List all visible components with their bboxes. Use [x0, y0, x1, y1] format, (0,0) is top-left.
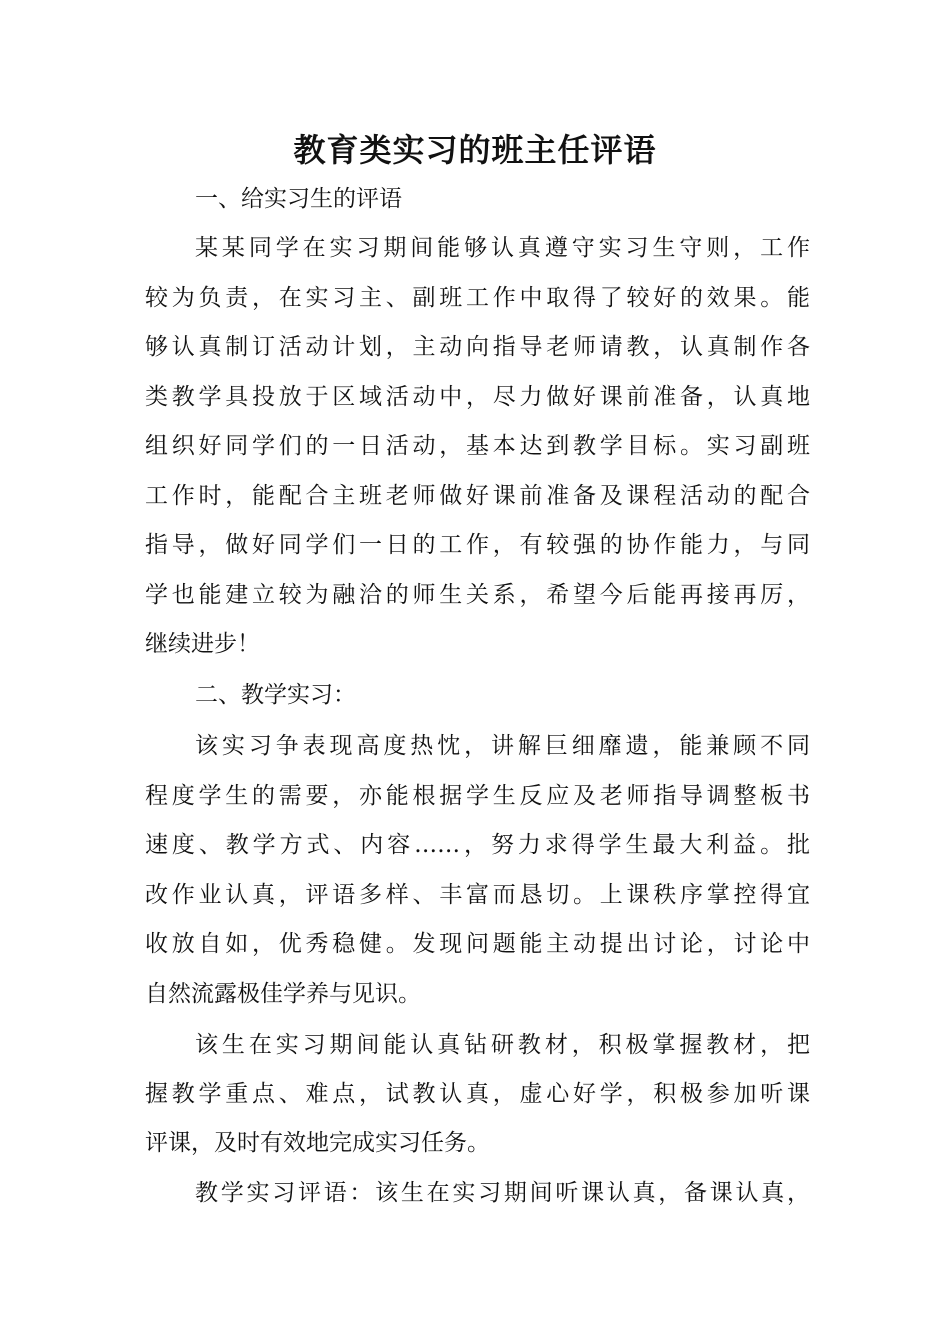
paragraph-line: 握教学重点、难点，试教认真，虚心好学，积极参加听课 — [145, 1081, 810, 1107]
paragraph-line: 评课，及时有效地完成实习任务。 — [145, 1130, 490, 1156]
paragraph-line: 组织好同学们的一日活动，基本达到教学目标。实习副班 — [145, 433, 810, 459]
paragraph-line: 速度、教学方式、内容……，努力求得学生最大利益。批 — [145, 832, 810, 858]
paragraph-line: 类教学具投放于区域活动中，尽力做好课前准备，认真地 — [145, 384, 810, 410]
paragraph-line: 程度学生的需要，亦能根据学生反应及老师指导调整板书 — [145, 783, 810, 809]
paragraph-line: 工作时，能配合主班老师做好课前准备及课程活动的配合 — [145, 483, 810, 509]
paragraph-line: 某某同学在实习期间能够认真遵守实习生守则，工作 — [195, 235, 810, 261]
paragraph-line: 较为负责，在实习主、副班工作中取得了较好的效果。能 — [145, 285, 810, 311]
section-heading-1: 一、给实习生的评语 — [195, 186, 402, 212]
paragraph-line: 改作业认真，评语多样、丰富而恳切。上课秩序掌控得宜 — [145, 882, 810, 908]
paragraph-line: 收放自如，优秀稳健。发现问题能主动提出讨论，讨论中 — [145, 931, 810, 957]
paragraph-line: 教学实习评语：该生在实习期间听课认真，备课认真， — [195, 1180, 810, 1206]
paragraph-line: 学也能建立较为融洽的师生关系，希望今后能再接再厉， — [145, 582, 810, 608]
paragraph-line: 够认真制订活动计划，主动向指导老师请教，认真制作各 — [145, 334, 810, 360]
paragraph-line: 继续进步！ — [145, 631, 260, 657]
paragraph-line: 该实习争表现高度热忱，讲解巨细靡遗，能兼顾不同 — [195, 733, 810, 759]
paragraph-line: 指导，做好同学们一日的工作，有较强的协作能力，与同 — [145, 532, 810, 558]
section-heading-2: 二、教学实习： — [195, 682, 356, 708]
paragraph-line: 该生在实习期间能认真钻研教材，积极掌握教材，把 — [195, 1032, 810, 1058]
paragraph-line: 自然流露极佳学养与见识。 — [145, 981, 421, 1007]
page-title: 教育类实习的班主任评语 — [293, 131, 657, 169]
